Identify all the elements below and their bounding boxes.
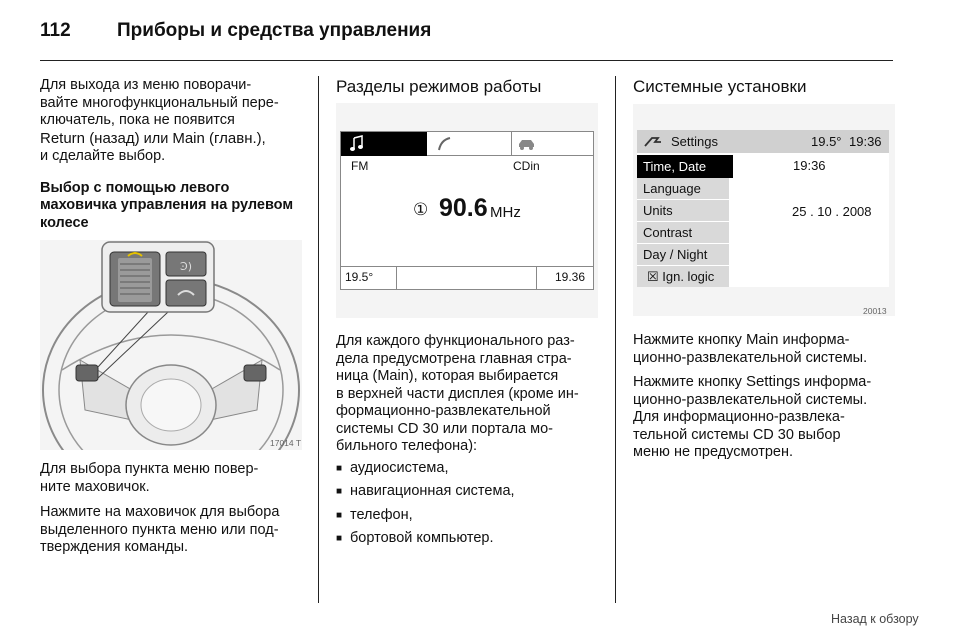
column-3-lower (633, 331, 899, 470)
menu-item-language: Language (637, 178, 729, 200)
column-2-lower (336, 333, 602, 554)
column-1 (40, 77, 306, 232)
music-note-icon (349, 135, 365, 153)
menu-item-units: Units (637, 200, 729, 222)
text-line: колесе (40, 214, 89, 231)
text: информа- (782, 332, 850, 348)
paragraph (633, 373, 899, 462)
text-line: тельной системы CD 30 выбор (633, 426, 841, 443)
frequency-unit: MHz (490, 204, 521, 221)
subheading (40, 180, 306, 233)
text-line: дела предусмотрена главная стра- (336, 350, 572, 367)
text-line: Для информационно-развлека- (633, 409, 845, 425)
paragraph (633, 331, 899, 367)
status-divider (341, 266, 593, 267)
main-key: Main (745, 331, 779, 348)
text-line: ница (Main), которая выбирается (336, 368, 559, 384)
settings-key: Settings (745, 373, 801, 390)
settings-title-bar (637, 130, 889, 153)
settings-clock: 19:36 (849, 134, 882, 149)
text-line (40, 130, 306, 149)
column-divider-1 (318, 76, 319, 603)
column-1-lower (40, 461, 306, 565)
comma: , (261, 130, 266, 147)
frequency-value: 90.6 (439, 194, 488, 222)
text-line: меню не предусмотрен. (633, 444, 794, 460)
text-line: выделенного пункта меню или под- (40, 521, 279, 538)
settings-display-figure (633, 104, 895, 316)
tab-phone (427, 132, 512, 156)
paragraph (336, 333, 602, 456)
steering-wheel-illustration (40, 240, 302, 450)
source-fm: FM (351, 159, 369, 173)
text-line: формационно-развлекательной (336, 403, 551, 419)
tab-audio (341, 132, 427, 156)
text-line: Для выхода из меню поворачи- (40, 77, 252, 93)
list-item: ■ навигационная система, (336, 483, 602, 501)
audio-display-figure (336, 103, 598, 318)
main-label: Main (главн.) (172, 129, 262, 147)
page-title: Приборы и средства управления (117, 20, 432, 41)
status-divider (536, 266, 537, 289)
column-3 (633, 78, 899, 96)
column-divider-2 (615, 76, 616, 603)
text-line: системы CD 30 или портала мо- (336, 420, 553, 437)
status-divider (396, 266, 397, 289)
text-line: ционно-развлекательной системы. (633, 391, 868, 408)
text: Нажмите кнопку (633, 332, 742, 348)
text-line: ключатель, пока не появится (40, 112, 235, 128)
text-line: Выбор с помощью левого (40, 179, 230, 196)
return-label: Return (назад) (40, 129, 140, 147)
text-line: в верхней части дисплея (кроме ин- (336, 385, 579, 402)
settings-screen (637, 130, 889, 287)
text: Нажмите кнопку (633, 374, 742, 390)
text-line: Для выбора пункта меню повер- (40, 461, 259, 477)
bullet-list (336, 460, 602, 548)
figure-id: 20013 (863, 306, 887, 316)
settings-tool-icon (643, 135, 663, 149)
menu-item-time-date: Time, Date (637, 155, 733, 178)
column-2 (336, 78, 602, 96)
clock: 19.36 (555, 270, 586, 284)
menu-item-contrast: Contrast (637, 222, 729, 244)
paragraph (40, 461, 306, 496)
text-line: Нажмите на маховичок для выбора (40, 504, 280, 520)
intro-paragraph (40, 77, 306, 166)
or-word: или (143, 130, 169, 147)
text-line: ните маховичок. (40, 478, 150, 495)
list-item: ■ аудиосистема, (336, 460, 602, 478)
time-value: 19:36 (793, 158, 826, 173)
header-rule (40, 60, 893, 61)
svg-text:Ͽ): Ͽ) (180, 260, 193, 273)
steering-wheel-figure (40, 240, 302, 450)
text-line: ционно-развлекательной системы. (633, 349, 868, 366)
figure-id: 17014 T (270, 438, 302, 448)
section-heading: Разделы режимов работы (336, 77, 542, 96)
menu-item-ign-logic: ☒ Ign. logic (637, 266, 729, 287)
temperature: 19.5° (345, 270, 374, 284)
car-icon (517, 137, 537, 151)
text-line: маховичка управления на рулевом (40, 197, 294, 213)
text: информа- (804, 374, 872, 390)
list-item: ■ бортовой компьютер. (336, 530, 602, 548)
settings-temperature: 19.5° (811, 134, 842, 149)
date-value: 25 . 10 . 2008 (792, 204, 872, 219)
audio-screen (340, 131, 594, 290)
text-line: вайте многофункциональный пере- (40, 94, 279, 111)
back-to-overview-link[interactable]: Назад к обзору (831, 612, 919, 626)
text-line: бильного телефона): (336, 438, 478, 454)
list-item: ■ телефон, (336, 507, 602, 525)
text-line: и сделайте выбор. (40, 148, 166, 164)
preset-number: ① (413, 200, 429, 219)
tab-car (512, 132, 593, 156)
menu-item-day-night: Day / Night (637, 244, 729, 266)
text-line: Для каждого функционального раз- (336, 333, 575, 349)
settings-title: Settings (671, 134, 718, 149)
text-line: тверждения команды. (40, 539, 189, 555)
paragraph (40, 504, 306, 557)
page-number: 112 (40, 20, 71, 41)
source-cdin: CDin (513, 159, 540, 173)
section-heading: Системные установки (633, 77, 807, 96)
phone-icon (437, 136, 453, 152)
